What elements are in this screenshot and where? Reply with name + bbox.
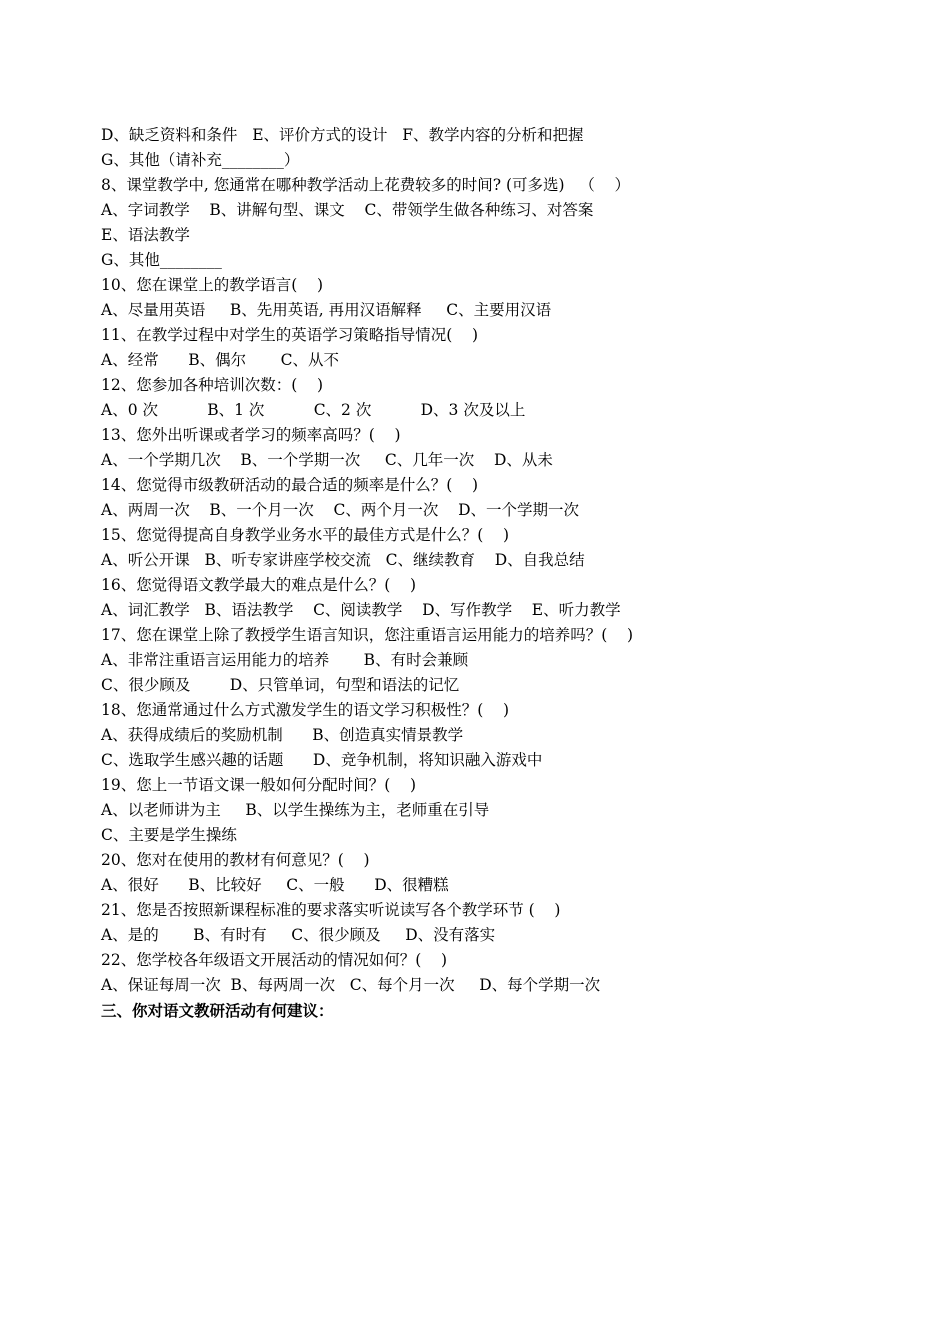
option-line: C、选取学生感兴趣的话题 D、竞争机制，将知识融入游戏中 [101,751,543,769]
option-line: E、语法教学 [101,226,190,244]
option-line: A、0 次 B、1 次 C、2 次 D、3 次及以上 [101,401,526,419]
option-line: C、很少顾及 D、只管单词，句型和语法的记忆 [101,676,460,694]
question-line: 22、您学校各年级语文开展活动的情况如何？( ) [101,951,448,969]
question-line: 10、您在课堂上的教学语言( ) [101,276,324,294]
option-line: A、听公开课 B、听专家讲座学校交流 C、继续教育 D、自我总结 [101,551,585,569]
question-line: 19、您上一节语文课一般如何分配时间？( ) [101,776,417,794]
section-heading: 三、你对语文教研活动有何建议： [101,1001,334,1020]
question-line: 8、课堂教学中, 您通常在哪种教学活动上花费较多的时间? (可多选) （ ） [101,176,631,194]
option-line: G、其他（请补充________） [101,151,300,169]
option-line: D、缺乏资料和条件 E、评价方式的设计 F、教学内容的分析和把握 [101,126,584,144]
question-line: 14、您觉得市级教研活动的最合适的频率是什么？( ) [101,476,479,494]
option-line: A、是的 B、有时有 C、很少顾及 D、没有落实 [101,926,496,944]
question-line: 12、您参加各种培训次数：( ) [101,376,324,394]
option-line: A、经常 B、偶尔 C、从不 [101,351,339,369]
question-line: 16、您觉得语文教学最大的难点是什么？( ) [101,576,417,594]
option-line: A、很好 B、比较好 C、一般 D、很糟糕 [101,876,449,894]
option-line: A、两周一次 B、一个月一次 C、两个月一次 D、一个学期一次 [101,501,579,519]
question-line: 18、您通常通过什么方式激发学生的语文学习积极性？( ) [101,701,510,719]
option-line: A、词汇教学 B、语法教学 C、阅读教学 D、写作教学 E、听力教学 [101,601,621,619]
option-line: A、以老师讲为主 B、以学生操练为主，老师重在引导 [101,801,490,819]
question-line: 17、您在课堂上除了教授学生语言知识，您注重语言运用能力的培养吗？( ) [101,626,634,644]
option-line: A、一个学期几次 B、一个学期一次 C、几年一次 D、从未 [101,451,553,469]
question-line: 21、您是否按照新课程标准的要求落实听说读写各个教学环节 ( ) [101,901,561,919]
option-line: A、获得成绩后的奖励机制 B、创造真实情景教学 [101,726,464,744]
option-line: A、非常注重语言运用能力的培养 B、有时会兼顾 [101,651,469,669]
question-line: 13、您外出听课或者学习的频率高吗？( ) [101,426,401,444]
option-line: A、字词教学 B、讲解句型、课文 C、带领学生做各种练习、对答案 [101,201,594,219]
option-line: A、尽量用英语 B、先用英语, 再用汉语解释 C、主要用汉语 [101,301,552,319]
option-line: A、保证每周一次 B、每两周一次 C、每个月一次 D、每个学期一次 [101,976,601,994]
question-line: 15、您觉得提高自身教学业务水平的最佳方式是什么？( ) [101,526,510,544]
question-line: 20、您对在使用的教材有何意见？( ) [101,851,370,869]
option-line: C、主要是学生操练 [101,826,237,844]
document-page [101,123,881,1023]
question-line: 11、在教学过程中对学生的英语学习策略指导情况( ) [101,326,479,344]
option-line: G、其他________ [101,251,222,269]
